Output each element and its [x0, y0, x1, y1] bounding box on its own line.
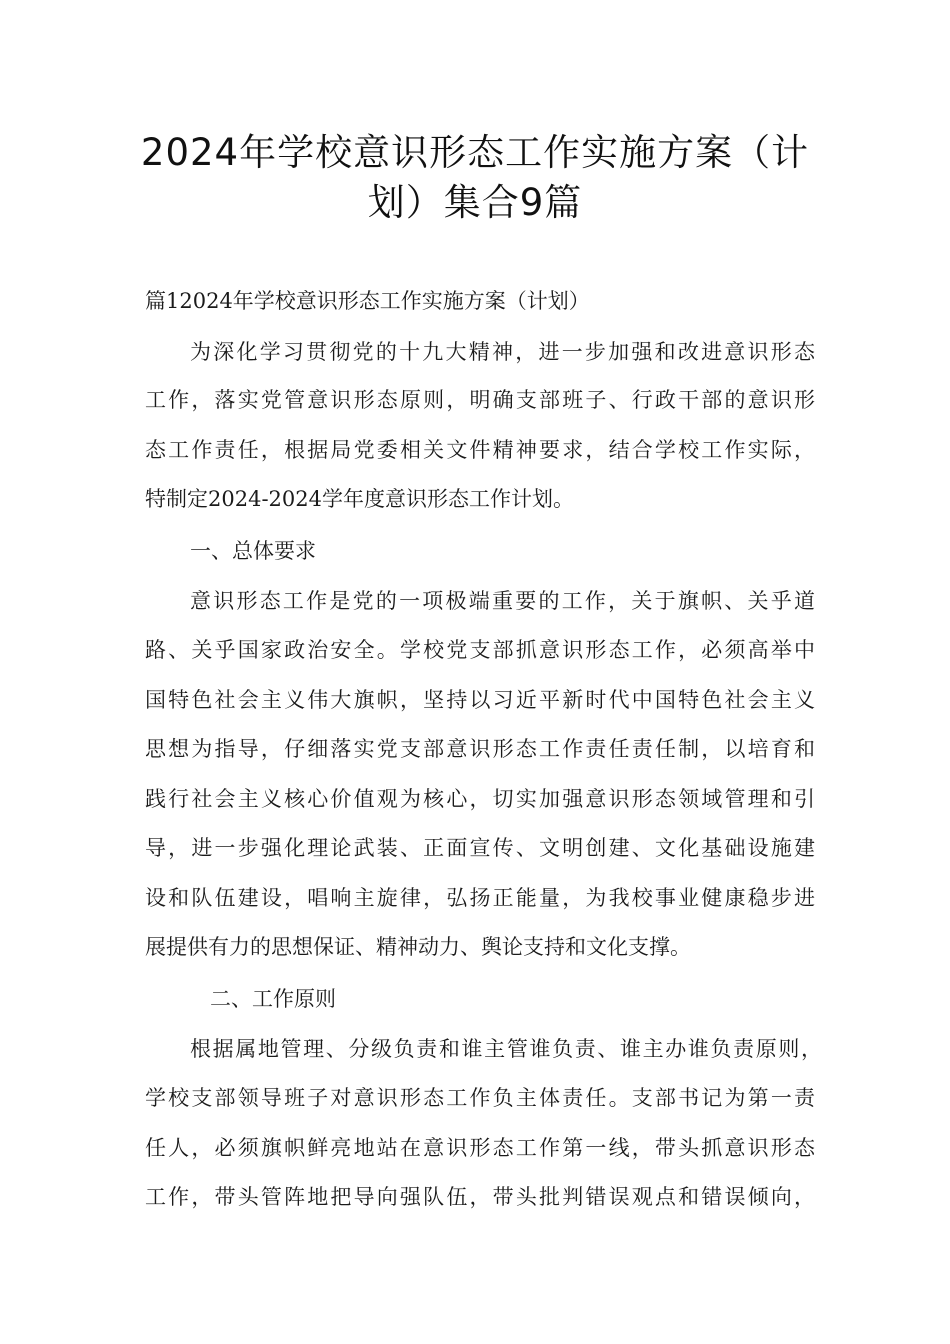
part1-line-6: 导，进一步强化理论武装、正面宣传、文明创建、文化基础设施建	[145, 836, 815, 860]
heading-general-requirements: 一、总体要求	[190, 539, 316, 563]
part2-line-3: 任人，必须旗帜鲜亮地站在意识形态工作第一线，带头抓意识形态	[145, 1136, 815, 1160]
part1-line-5: 践行社会主义核心价值观为核心，切实加强意识形态领域管理和引	[145, 787, 815, 811]
heading-work-principles: 二、工作原则	[210, 987, 336, 1011]
intro-line-3: 态工作责任，根据局党委相关文件精神要求，结合学校工作实际，	[145, 438, 815, 462]
document-title-line-2: 划）集合9篇	[367, 181, 583, 224]
part2-line-2: 学校支部领导班子对意识形态工作负主体责任。支部书记为第一责	[145, 1086, 815, 1110]
part1-line-3: 国特色社会主义伟大旗帜，坚持以习近平新时代中国特色社会主义	[145, 688, 815, 712]
part1-line-7: 设和队伍建设，唱响主旋律，弘扬正能量，为我校事业健康稳步进	[145, 886, 815, 910]
section-heading: 篇12024年学校意识形态工作实施方案（计划）	[145, 289, 590, 313]
intro-line-1: 为深化学习贯彻党的十九大精神，进一步加强和改进意识形态	[190, 340, 815, 364]
part2-line-4: 工作，带头管阵地把导向强队伍，带头批判错误观点和错误倾向，	[145, 1185, 815, 1209]
part2-line-1: 根据属地管理、分级负责和谁主管谁负责、谁主办谁负责原则，	[190, 1037, 822, 1061]
document-title-line-1: 2024年学校意识形态工作实施方案（计	[140, 131, 810, 174]
part1-line-8: 展提供有力的思想保证、精神动力、舆论支持和文化支撑。	[145, 935, 691, 959]
intro-line-2: 工作，落实党管意识形态原则，明确支部班子、行政干部的意识形	[145, 388, 815, 412]
part1-line-2: 路、关乎国家政治安全。学校党支部抓意识形态工作，必须高举中	[145, 638, 815, 662]
part1-line-1: 意识形态工作是党的一项极端重要的工作，关于旗帜、关乎道	[190, 589, 815, 613]
intro-line-4: 特制定2024-2024学年度意识形态工作计划。	[145, 487, 574, 511]
part1-line-4: 思想为指导，仔细落实党支部意识形态工作责任责任制，以培育和	[145, 737, 815, 761]
